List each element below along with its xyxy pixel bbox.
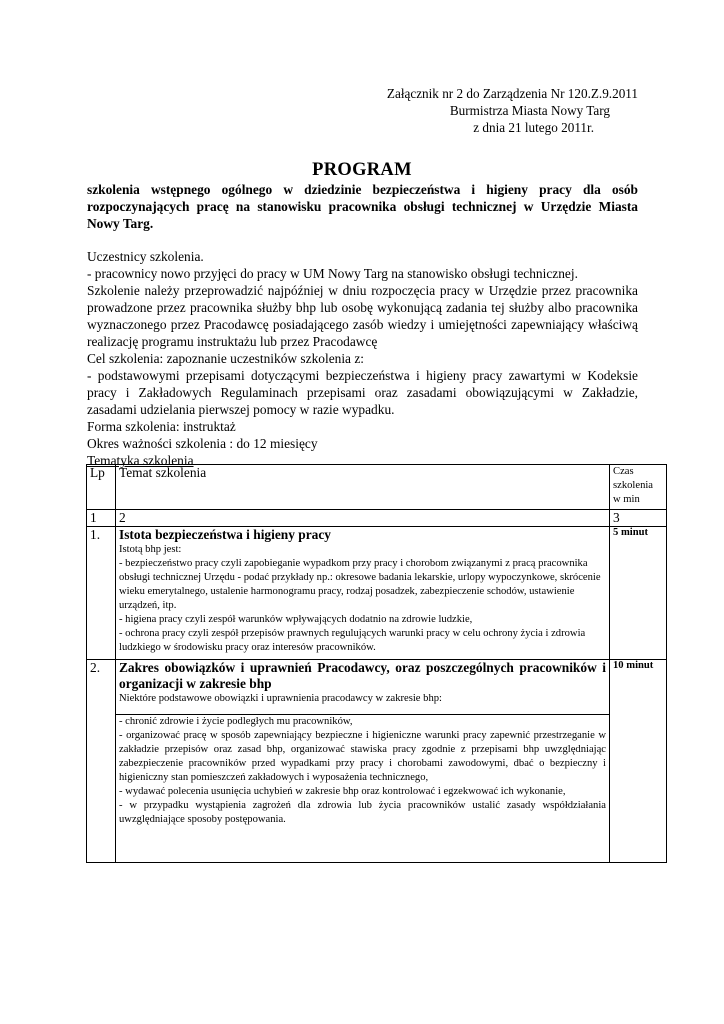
participants-text: - pracownicy nowo przyjęci do pracy w UM Nowy Targ na stanowisko obsługi technicznej. xyxy=(87,266,578,281)
table-header-row xyxy=(87,465,667,510)
row-item: - higiena pracy czyli zespół warunków wpływających dodatnio na zdrowie ludzkie, xyxy=(119,614,473,625)
row-lp: 1. xyxy=(87,527,116,660)
numbering-col-2: 2 xyxy=(116,510,610,527)
page-subtitle: szkolenia wstępnego ogólnego w dziedzinie bezpieczeństwa i higieny pracy dla osób rozpoczynających pracę na stanowisku pracownika obsługi technicznej w Urzędzie Miasta Nowy Targ. xyxy=(87,182,638,231)
header-line-2: Burmistrza Miasta Nowy Targ xyxy=(449,103,610,118)
topics-heading: Tematyka szkolenia xyxy=(87,453,194,468)
row-item: - wydawać polecenia usunięcia uchybień w zakresie bhp oraz kontrolować i egzekwować ich wykonanie, xyxy=(119,786,566,797)
participants-heading: Uczestnicy szkolenia. xyxy=(87,249,204,264)
row-intro: Niektóre podstawowe obowiązki i uprawnienia pracodawcy w zakresie bhp: xyxy=(119,693,442,704)
numbering-col-1: 1 xyxy=(87,510,116,527)
row-item: - bezpieczeństwo pracy czyli zapobieganie wypadkom przy pracy i chorobom związanymi z pracą pracownika obsługi technicznej Urzędu - podać przykłady np.: okresowe badania lekarskie, urlopy wypoczynkowe, skrócenie wieku emerytalnego, ustalenie harmonogramu pracy, rodzaj posadzek, zabezpieczenie schodów, ustawienie urządzeń, itp. xyxy=(119,558,601,611)
table-row xyxy=(87,660,667,863)
topics-table xyxy=(86,464,667,863)
table-row xyxy=(87,527,667,660)
row-title: Istota bezpieczeństwa i higieny pracy xyxy=(119,527,331,542)
numbering-col-3: 3 xyxy=(610,510,667,527)
header-line-1: Załącznik nr 2 do Zarządzenia Nr 120.Z.9.2011 xyxy=(386,86,638,101)
header-topic: Temat szkolenia xyxy=(116,465,610,510)
row-lp: 2. xyxy=(87,660,116,863)
row-topic xyxy=(116,660,610,863)
training-goal-detail: - podstawowymi przepisami dotyczącymi bezpieczeństwa i higieny pracy zawartymi w Kodeksie pracy i Zakładowych Regulaminach przepisami oraz zasadami obowiązującymi w Zakładzie, zasadami udzielania pierwszej pomocy w razie wypadku. xyxy=(87,368,638,417)
row-time: 5 minut xyxy=(610,527,667,660)
program-body xyxy=(87,248,638,469)
training-validity: Okres ważności szkolenia : do 12 miesięcy xyxy=(87,436,318,451)
header-time: Czas szkolenia w min xyxy=(610,465,667,510)
row-items xyxy=(116,714,609,827)
row-title: Zakres obowiązków i uprawnień Pracodawcy, oraz poszczególnych pracowników i organizacji w zakresie bhp xyxy=(119,660,606,691)
row-time: 10 minut xyxy=(610,660,667,863)
table-numbering-row xyxy=(87,510,667,527)
training-goal: Cel szkolenia: zapoznanie uczestników szkolenia z: xyxy=(87,351,365,366)
row-topic xyxy=(116,527,610,660)
row-intro: Istotą bhp jest: xyxy=(119,544,182,555)
row-item: - chronić zdrowie i życie podległych mu pracowników, xyxy=(119,716,353,727)
row-item: - organizować pracę w sposób zapewniający bezpieczne i higieniczne warunki pracy zapewnić przestrzeganie w zakładzie przepisów oraz zasad bhp, organizować stawiska pracy zgodnie z przepisami bhp uwzględniając zabezpieczenie pracowników przed wypadkami przy pracy i chorobami zawodowymi, dbać o bezpieczny i higieniczny stan pomieszczeń zakładowych i wyposażenia technicznego, xyxy=(119,730,606,783)
header-lp: Lp xyxy=(87,465,116,510)
header-line-3: z dnia 21 lutego 2011r. xyxy=(473,120,594,135)
training-description: Szkolenie należy przeprowadzić najpóźniej w dniu rozpoczęcia pracy w Urzędzie przez pracownika prowadzone przez pracownika służby bhp lub osobę wykonującą zadania tej służby albo pracownika wyznaczonego przez Pracodawcę posiadającego zasób wiedzy i umiejętności zapewniający właściwą realizację programu instruktażu lub przez Pracodawcę xyxy=(87,283,638,349)
page-title: PROGRAM xyxy=(312,160,412,180)
row-item: - ochrona pracy czyli zespół przepisów prawnych regulujących warunki pracy w celu ochrony życia i zdrowia ludzkiego w środowisku pracy oraz interesów pracowników. xyxy=(119,628,586,653)
row-item: - w przypadku wystąpienia zagrożeń dla zdrowia lub życia pracowników ustalić zasady współdziałania uwzględniające sposoby postępowania. xyxy=(119,800,606,825)
training-form: Forma szkolenia: instruktaż xyxy=(87,419,236,434)
